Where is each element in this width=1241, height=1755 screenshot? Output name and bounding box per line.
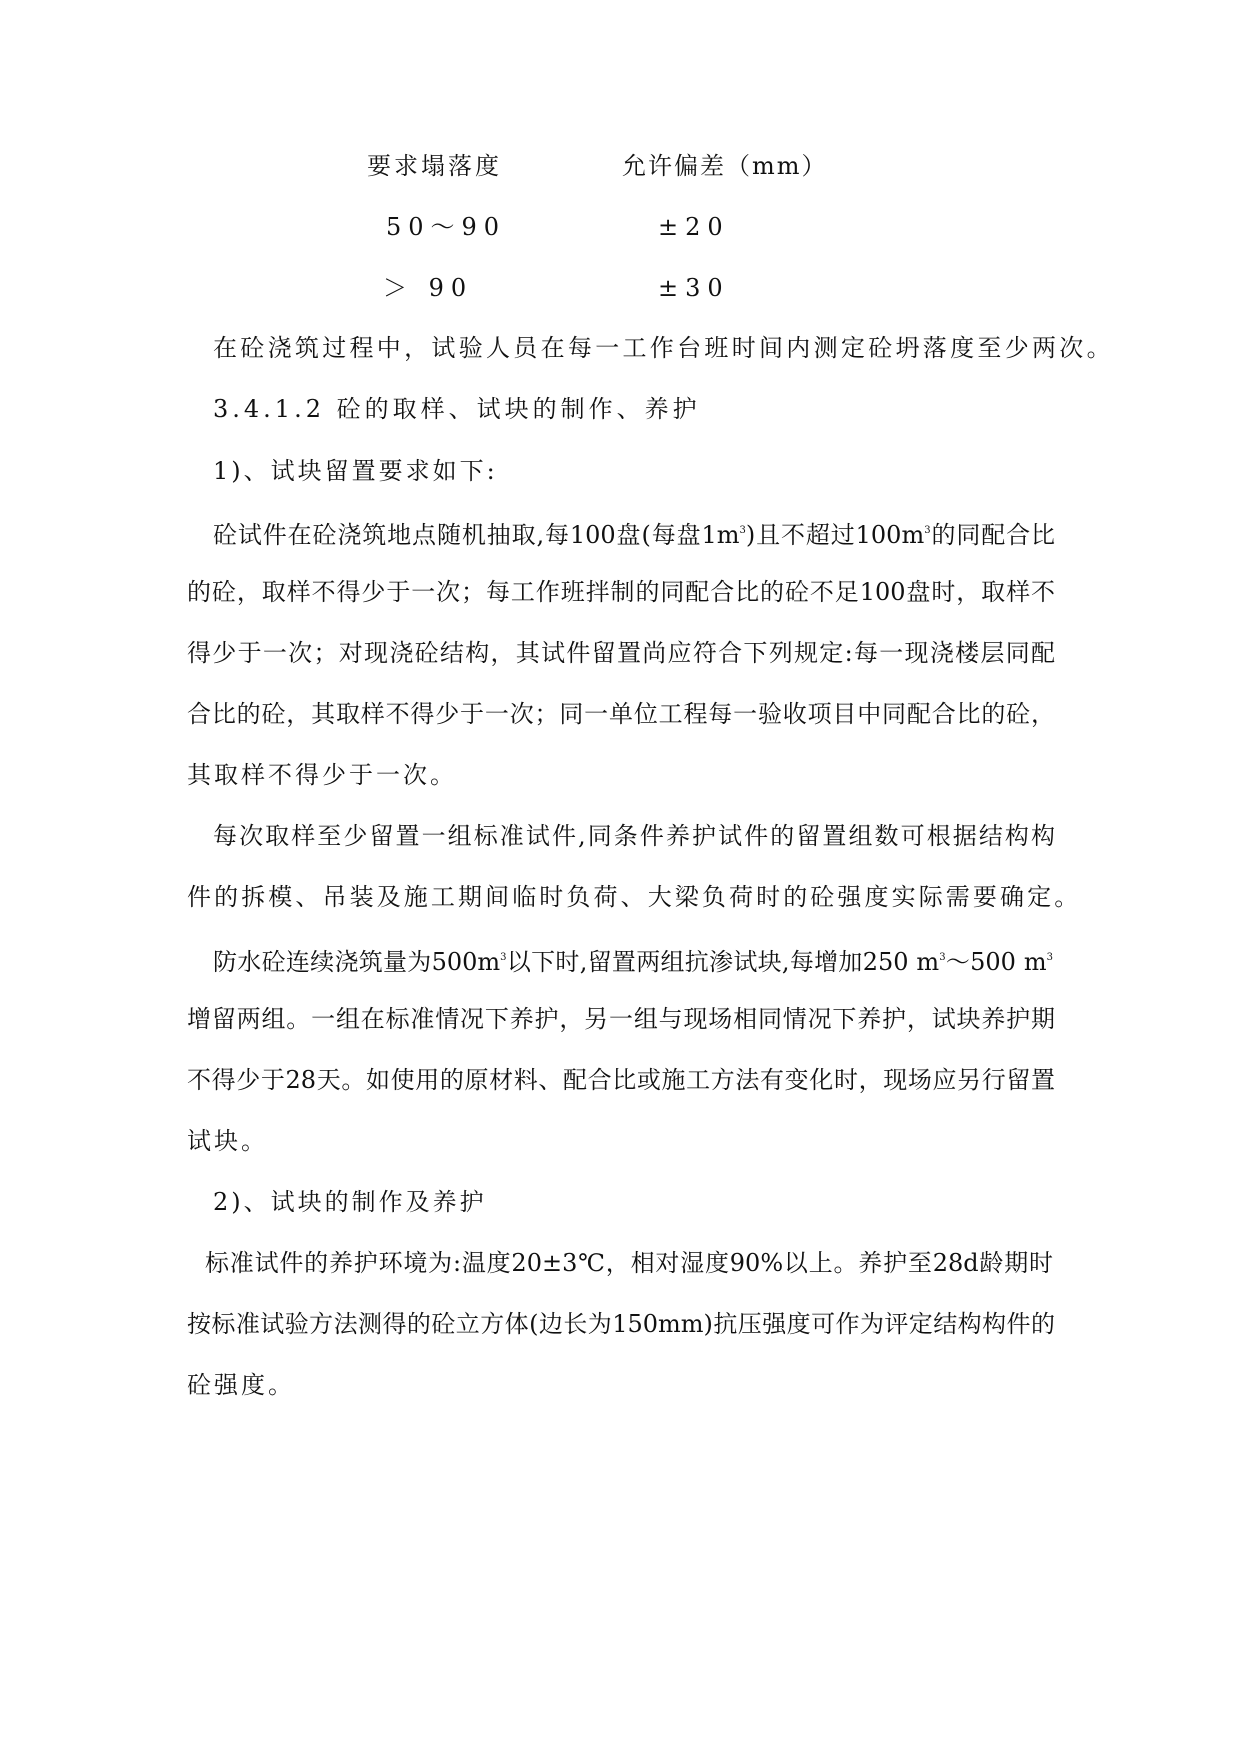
paragraph-waterproof-line-4: 试块。	[187, 1127, 268, 1155]
subheading-sample-requirements: 1)、试块留置要求如下:	[213, 457, 498, 485]
sampling-text-a: 砼试件在砼浇筑地点随机抽取,每100盘(每盘1m	[213, 521, 740, 549]
table-header-slump: 要求塌落度	[367, 152, 502, 180]
cubic-superscript: 3	[500, 952, 507, 963]
waterproof-text-c: ～500 m	[945, 948, 1047, 976]
cubic-superscript: 3	[1046, 952, 1053, 963]
table-row-2-range: ＞ 90	[383, 274, 474, 302]
table-row-1-tolerance: ±20	[658, 213, 730, 241]
cubic-superscript: 3	[939, 952, 946, 963]
sampling-text-b: )且不超过100m	[745, 521, 925, 549]
cubic-superscript: 3	[739, 525, 746, 536]
table-row-1-range: 50～90	[386, 213, 507, 241]
paragraph-waterproof-line-2: 增留两组。一组在标准情况下养护，另一组与现场相同情况下养护，试块养护期	[187, 1005, 1055, 1033]
cubic-superscript: 3	[924, 525, 931, 536]
paragraph-sampling-line-5: 其取样不得少于一次。	[187, 761, 457, 789]
table-row-2-tolerance: ±30	[658, 274, 730, 302]
paragraph-standard-specimen-line-1: 每次取样至少留置一组标准试件,同条件养护试件的留置组数可根据结构构	[213, 822, 1055, 850]
paragraph-sampling-line-2: 的砼，取样不得少于一次；每工作班拌制的同配合比的砼不足100盘时，取样不	[187, 578, 1055, 606]
section-heading-3412: 3.4.1.2 砼的取样、试块的制作、养护	[213, 395, 701, 423]
table-header-tolerance: 允许偏差（mm）	[622, 152, 828, 180]
paragraph-standard-specimen-line-2: 件的拆模、吊装及施工期间临时负荷、大梁负荷时的砼强度实际需要确定。	[187, 883, 1082, 911]
paragraph-waterproof-line-3: 不得少于28天。如使用的原材料、配合比或施工方法有变化时，现场应另行留置	[187, 1066, 1055, 1094]
waterproof-text-a: 防水砼连续浇筑量为500m	[213, 948, 501, 976]
paragraph-sampling-line-1	[213, 516, 1055, 550]
paragraph-curing-line-1: 标准试件的养护环境为:温度20±3℃，相对湿度90%以上。养护至28d龄期时	[205, 1249, 1053, 1277]
subheading-specimen-curing: 2)、试块的制作及养护	[213, 1188, 487, 1216]
paragraph-slump-testing: 在砼浇筑过程中，试验人员在每一工作台班时间内测定砼坍落度至少两次。	[213, 334, 1114, 362]
paragraph-curing-line-2: 按标准试验方法测得的砼立方体(边长为150mm)抗压强度可作为评定结构构件的	[187, 1310, 1055, 1338]
paragraph-sampling-line-4: 合比的砼，其取样不得少于一次；同一单位工程每一验收项目中同配合比的砼，	[187, 700, 1055, 728]
paragraph-sampling-line-3: 得少于一次；对现浇砼结构，其试件留置尚应符合下列规定:每一现浇楼层同配	[187, 639, 1055, 667]
paragraph-curing-line-3: 砼强度。	[187, 1371, 295, 1399]
sampling-text-c: 的同配合比	[930, 521, 1055, 549]
waterproof-text-b: 以下时,留置两组抗渗试块,每增加250 m	[506, 948, 940, 976]
paragraph-waterproof-line-1	[213, 943, 1053, 977]
